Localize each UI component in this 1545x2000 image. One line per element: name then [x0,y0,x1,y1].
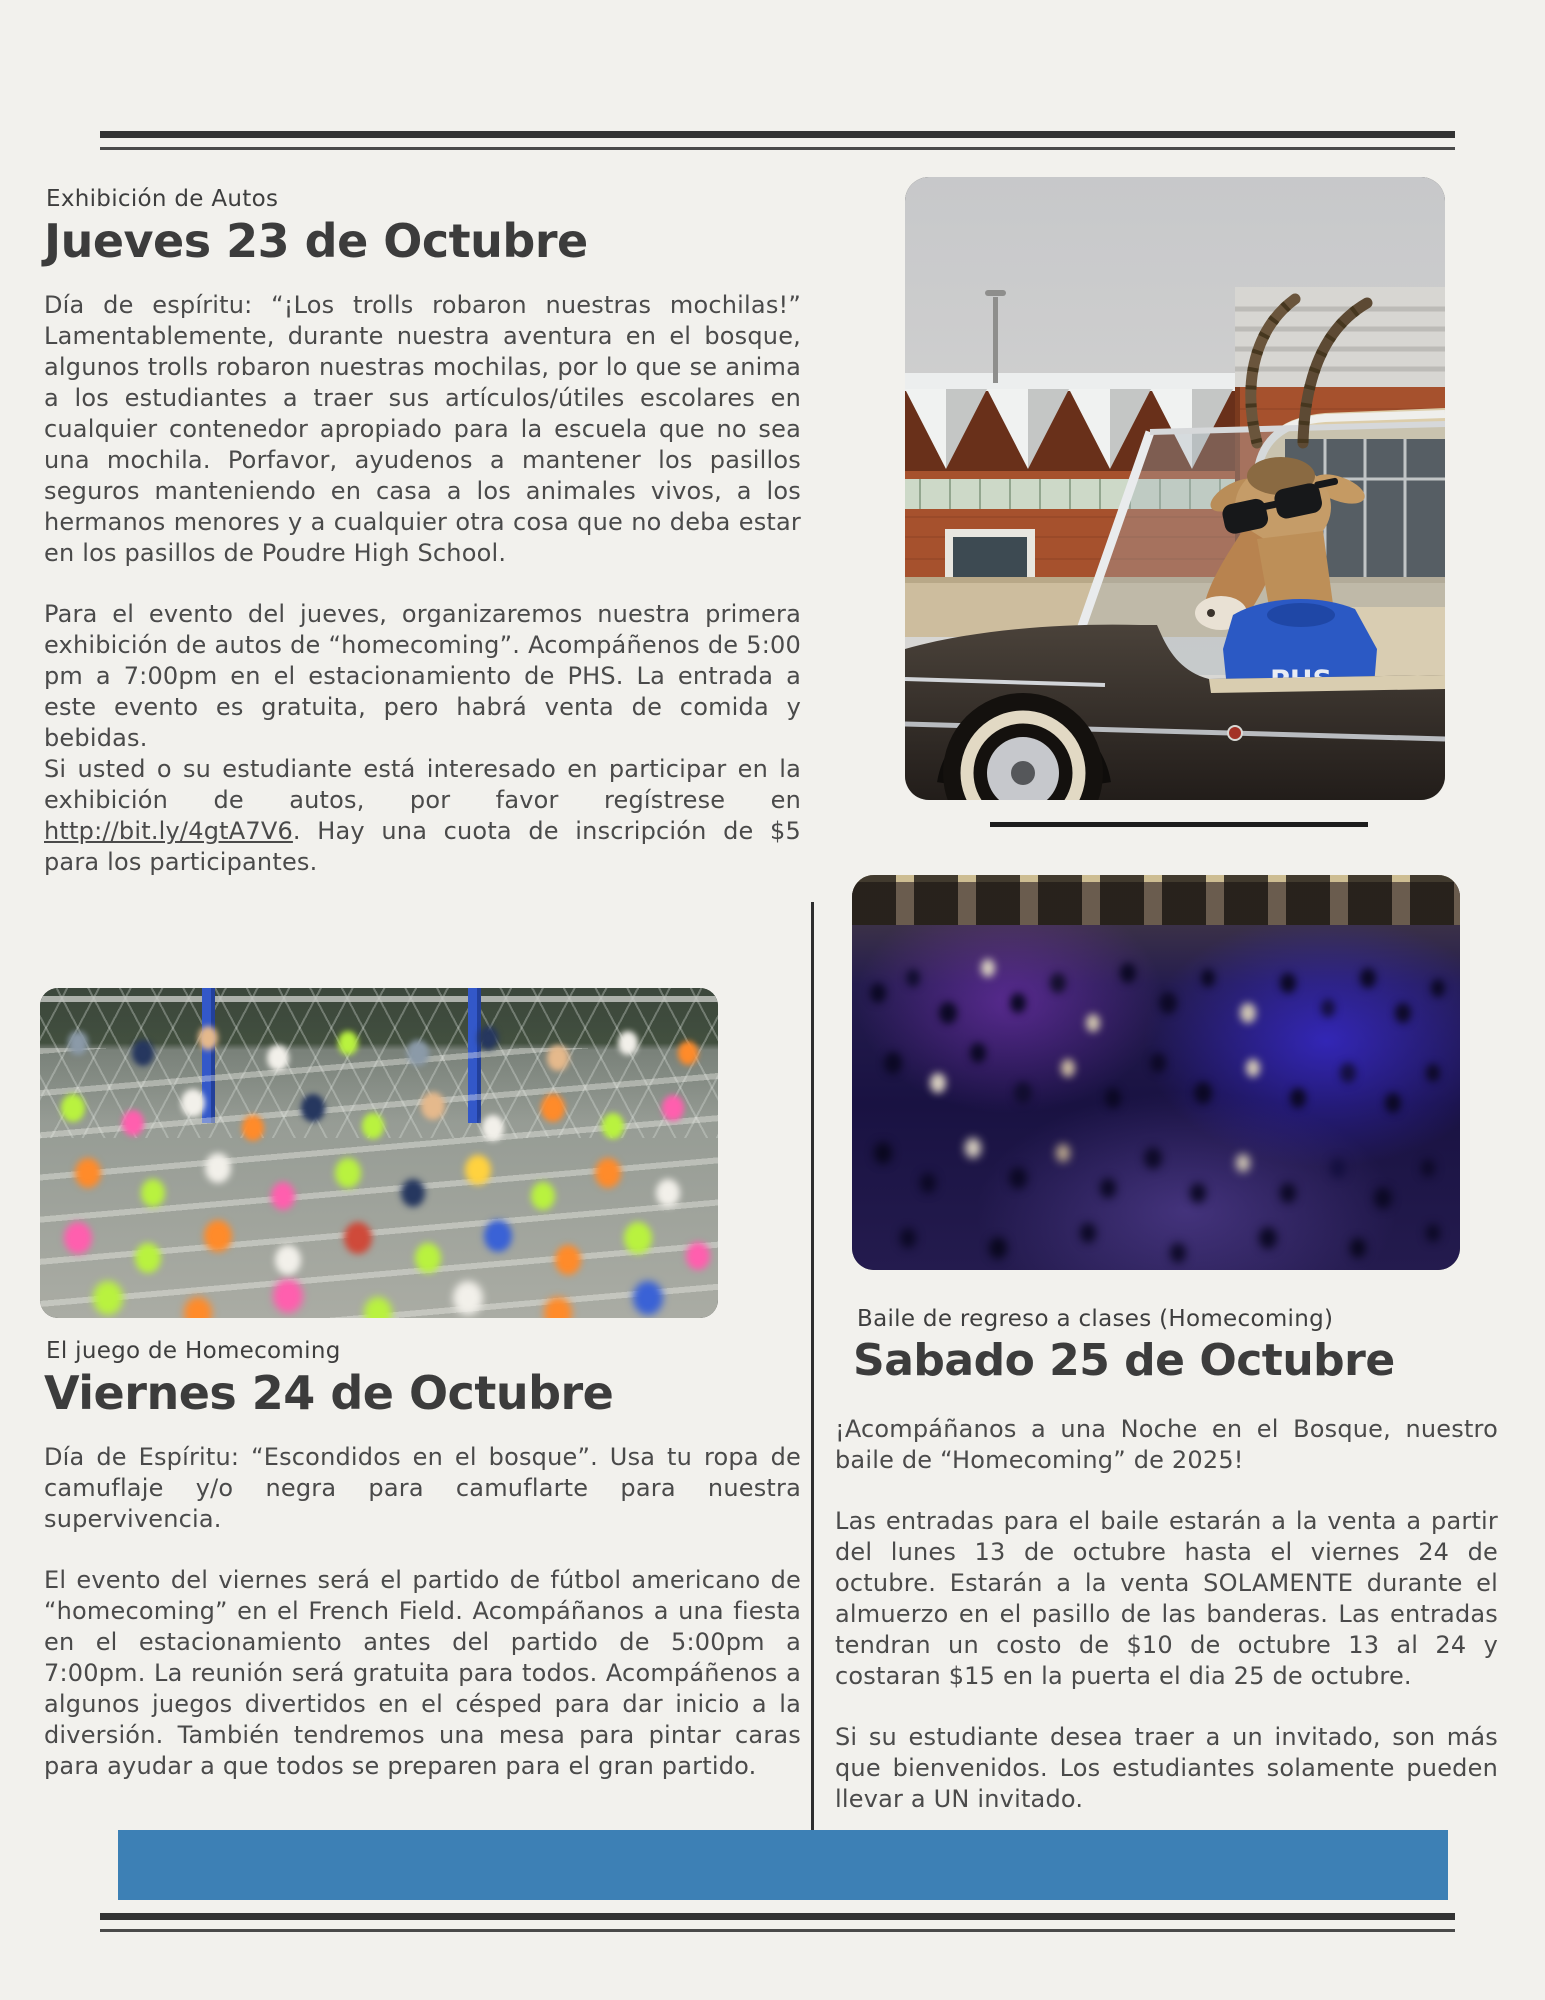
paragraph-spirit-day: Día de espíritu: “¡Los trolls robaron nuestras mochilas!” Lamentablemente, durante nuestra aventura en el bosque, algunos trolls robaron nuestras mochilas, por lo que se anima a los estudiantes a traer sus artículos/útiles escolares en cualquier contenedor apropiado para la escuela que no sea una mochila. Porfavor, ayudenos a mantener los pasillos seguros manteniendo en casa a los animales vivos, a los hermanos menores y a cualquier otra cosa que no deba estar en los pasillos de Poudre High School. [44,291,801,567]
paragraph-tickets: Las entradas para el baile estarán a la venta a partir del lunes 13 de octubre hasta el viernes 24 de octubre. Estarán a la venta SOLAMENTE durante el almuerzo en el pasillo de las banderas. Las entradas tendran un costo de $10 de octubre 13 al 24 y costaran $15 en la puerta el dia 25 de octubre. [835,1507,1498,1690]
registration-link[interactable]: http://bit.ly/4gtA7V6 [44,817,293,845]
section-homecoming-game [44,1338,801,1782]
paragraph-spirit-day-friday: Día de Espíritu: “Escondidos en el bosque”. Usa tu ropa de camuflaje y/o negra para camuflarte para nuestra supervivencia. [44,1443,801,1533]
paragraph-game-event: El evento del viernes será el partido de fútbol americano de “homecoming” en el French Field. Acompáñanos a una fiesta en el estacionamiento antes del partido de 5:00pm a 7:00pm. La reunión será gratuita para todos. Acompáñenos a algunos juegos divertidos en el césped para dar inicio a la diversión. También tendremos una mesa para pintar caras para ayudar a que todos se preparen para el gran partido. [44,1566,801,1780]
section-kicker-car-show: Exhibición de Autos [46,186,279,212]
paragraph-guests: Si su estudiante desea traer a un invitado, son más que bienvenidos. Los estudiantes solamente pueden llevar a UN invitado. [835,1723,1498,1813]
top-rule-thin [100,147,1455,150]
paragraph-car-show-event: Para el evento del jueves, organizaremos nuestra primera exhibición de autos de “homecoming”. Acompáñenos de 5:00 pm a 7:00pm en el estacionamiento de PHS. La entrada a este evento es gratuita, pero habrá venta de comida y bebidas. [44,600,801,752]
bottom-rule-thin [100,1929,1455,1932]
student-crowd-figures [40,988,56,1008]
bench-rows [40,1048,718,1318]
dance-photo [852,875,1460,1270]
paragraph-dance-intro: ¡Acompáñanos a una Noche en el Bosque, nuestro baile de “Homecoming” de 2025! [835,1415,1498,1474]
accent-bar [118,1830,1448,1900]
registration-text-after: . Hay una cuota de inscripción de $5 para los participantes. [44,817,801,876]
section-homecoming-dance [835,1306,1498,1815]
section-title-saturday: Sabado 25 de Octubre [853,1335,1395,1386]
car-show-photo [905,177,1445,800]
fence-rail [40,996,718,1002]
section-title-thursday: Jueves 23 de Octubre [44,214,588,268]
column-divider [811,902,814,1854]
car-show-illustration [905,177,1445,800]
top-rule-thick [100,131,1455,138]
photo-underline [990,822,1368,827]
section-kicker-game: El juego de Homecoming [46,1338,341,1364]
registration-text-before: Si usted o su estudiante está interesado en participar en la exhibición de autos, por favor regístrese en [44,755,801,814]
lamp-post [993,297,998,383]
dance-wall-windows [852,875,1460,925]
dance-floor-lights [852,875,1460,1270]
section-title-friday: Viernes 24 de Octubre [44,1366,614,1420]
dance-crowd-figures [852,875,864,891]
section-car-show [44,186,801,878]
crowd-photo [40,988,718,1318]
paragraph-registration [44,754,801,878]
fender-emblem [1228,726,1242,740]
section-kicker-dance: Baile de regreso a clases (Homecoming) [857,1306,1334,1332]
bottom-rule-thick [100,1913,1455,1920]
